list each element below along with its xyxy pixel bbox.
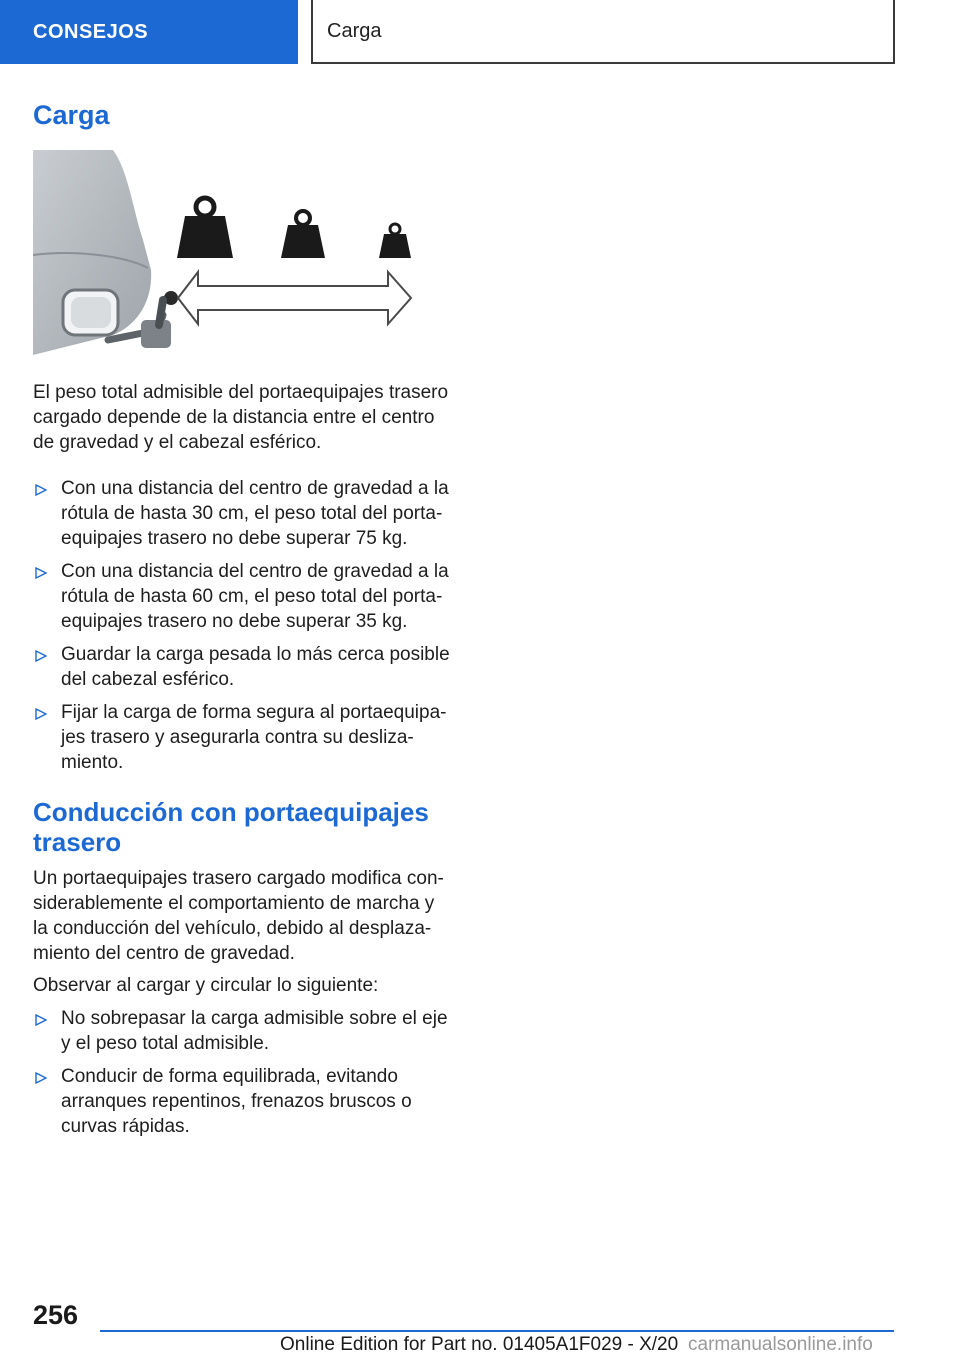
page-number: 256: [33, 1300, 79, 1330]
list-item: Con una distancia del centro de gravedad a la rótula de hasta 30 cm, el peso total del porta‐ equipajes trasero no debe superar 75 kg.: [33, 476, 451, 551]
driving-bullet-list: [33, 1006, 451, 1147]
triangle-bullet-icon: [35, 650, 47, 662]
watermark: carmanualsonline.info: [688, 1334, 873, 1355]
triangle-bullet-icon: [35, 567, 47, 579]
list-item: Fijar la carga de forma segura al portaequipa‐ jes trasero y asegurarla contra su desliza‐ miento.: [33, 700, 451, 775]
header-section-label: CONSEJOS: [0, 0, 298, 64]
header-topic-box: [311, 0, 895, 64]
section2-title: Conducción con portaequipajes trasero: [33, 797, 429, 857]
list-item: No sobrepasar la carga admisible sobre el eje y el peso total admisible.: [33, 1006, 451, 1056]
footer-divider: [100, 1330, 894, 1332]
load-bullet-list: [33, 476, 451, 783]
header-topic: Carga: [327, 19, 382, 42]
list-item: Con una distancia del centro de gravedad a la rótula de hasta 60 cm, el peso total del porta‐ equipajes trasero no debe superar 35 kg.: [33, 559, 451, 634]
triangle-bullet-icon: [35, 484, 47, 496]
triangle-bullet-icon: [35, 1072, 47, 1084]
section-title: Carga: [33, 100, 110, 130]
triangle-bullet-icon: [35, 1014, 47, 1026]
medium-weight-icon: [281, 211, 325, 258]
heavy-weight-icon: [177, 198, 233, 258]
footer-edition: Online Edition for Part no. 01405A1F029 - X/20: [280, 1334, 679, 1355]
triangle-bullet-icon: [35, 708, 47, 720]
list-item: Guardar la carga pesada lo más cerca posible del cabezal esférico.: [33, 642, 451, 692]
intro-paragraph: El peso total admisible del portaequipajes trasero cargado depende de la distancia entre el centro de gravedad y el cabezal esférico.: [33, 382, 449, 453]
section2-instruction: Observar al cargar y circular lo siguiente:: [33, 975, 379, 996]
list-item: Conducir de forma equilibrada, evitando arranques repentinos, frenazos bruscos o curvas rápidas.: [33, 1064, 451, 1139]
section2-paragraph: Un portaequipajes trasero cargado modifica con‐ siderablemente el comportamiento de marcha y la conducción del vehículo, debido al desplaza‐ miento del centro de gravedad.: [33, 868, 444, 964]
load-distance-illustration: [33, 150, 413, 365]
light-weight-icon: [379, 224, 411, 258]
